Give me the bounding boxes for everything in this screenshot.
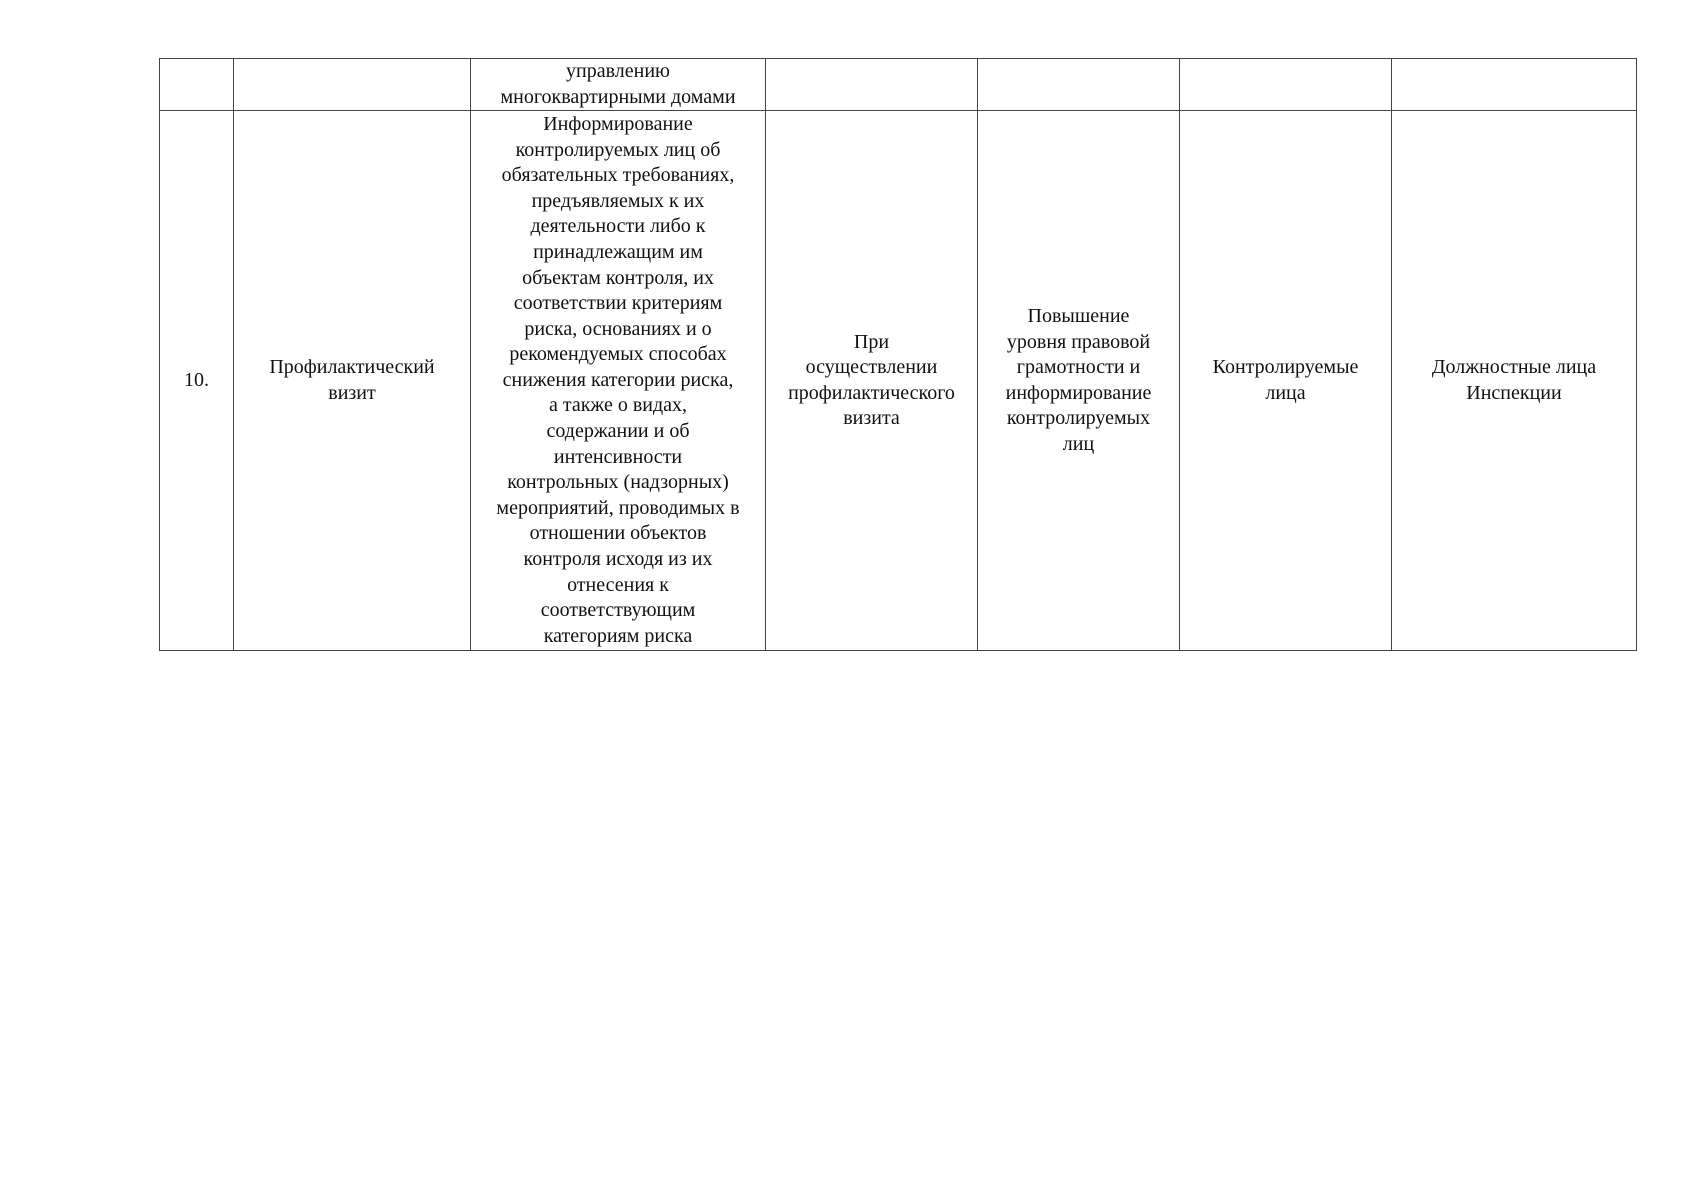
cell-responsible [1392,59,1637,111]
cell-number: 10. [160,111,234,651]
cell-target: Контролируемые лица [1180,111,1392,651]
table-row [160,111,1637,651]
cell-number [160,59,234,111]
cell-responsible: Должностные лица Инспекции [1392,111,1637,651]
table-row-continuation [160,59,1637,111]
cell-timing: При осуществлении профилактического визита [766,111,978,651]
measures-table [159,58,1637,651]
cell-event [234,59,471,111]
cell-goal: Повышение уровня правовой грамотности и информирование контролируемых лиц [978,111,1180,651]
cell-description: управлению многоквартирными домами [471,59,766,111]
cell-goal [978,59,1180,111]
cell-event: Профилактический визит [234,111,471,651]
cell-description: Информирование контролируемых лиц об обязательных требованиях, предъявляемых к их деятельности либо к принадлежащим им объектам контроля, их соответствии критериям риска, основаниях и о рекомендуемых способах снижения категории риска, а также о видах, содержании и об интенсивности контрольных (надзорных) мероприятий, проводимых в отношении объектов контроля исходя из их отнесения к соответствующим категориям риска [471,111,766,651]
cell-timing [766,59,978,111]
cell-target [1180,59,1392,111]
